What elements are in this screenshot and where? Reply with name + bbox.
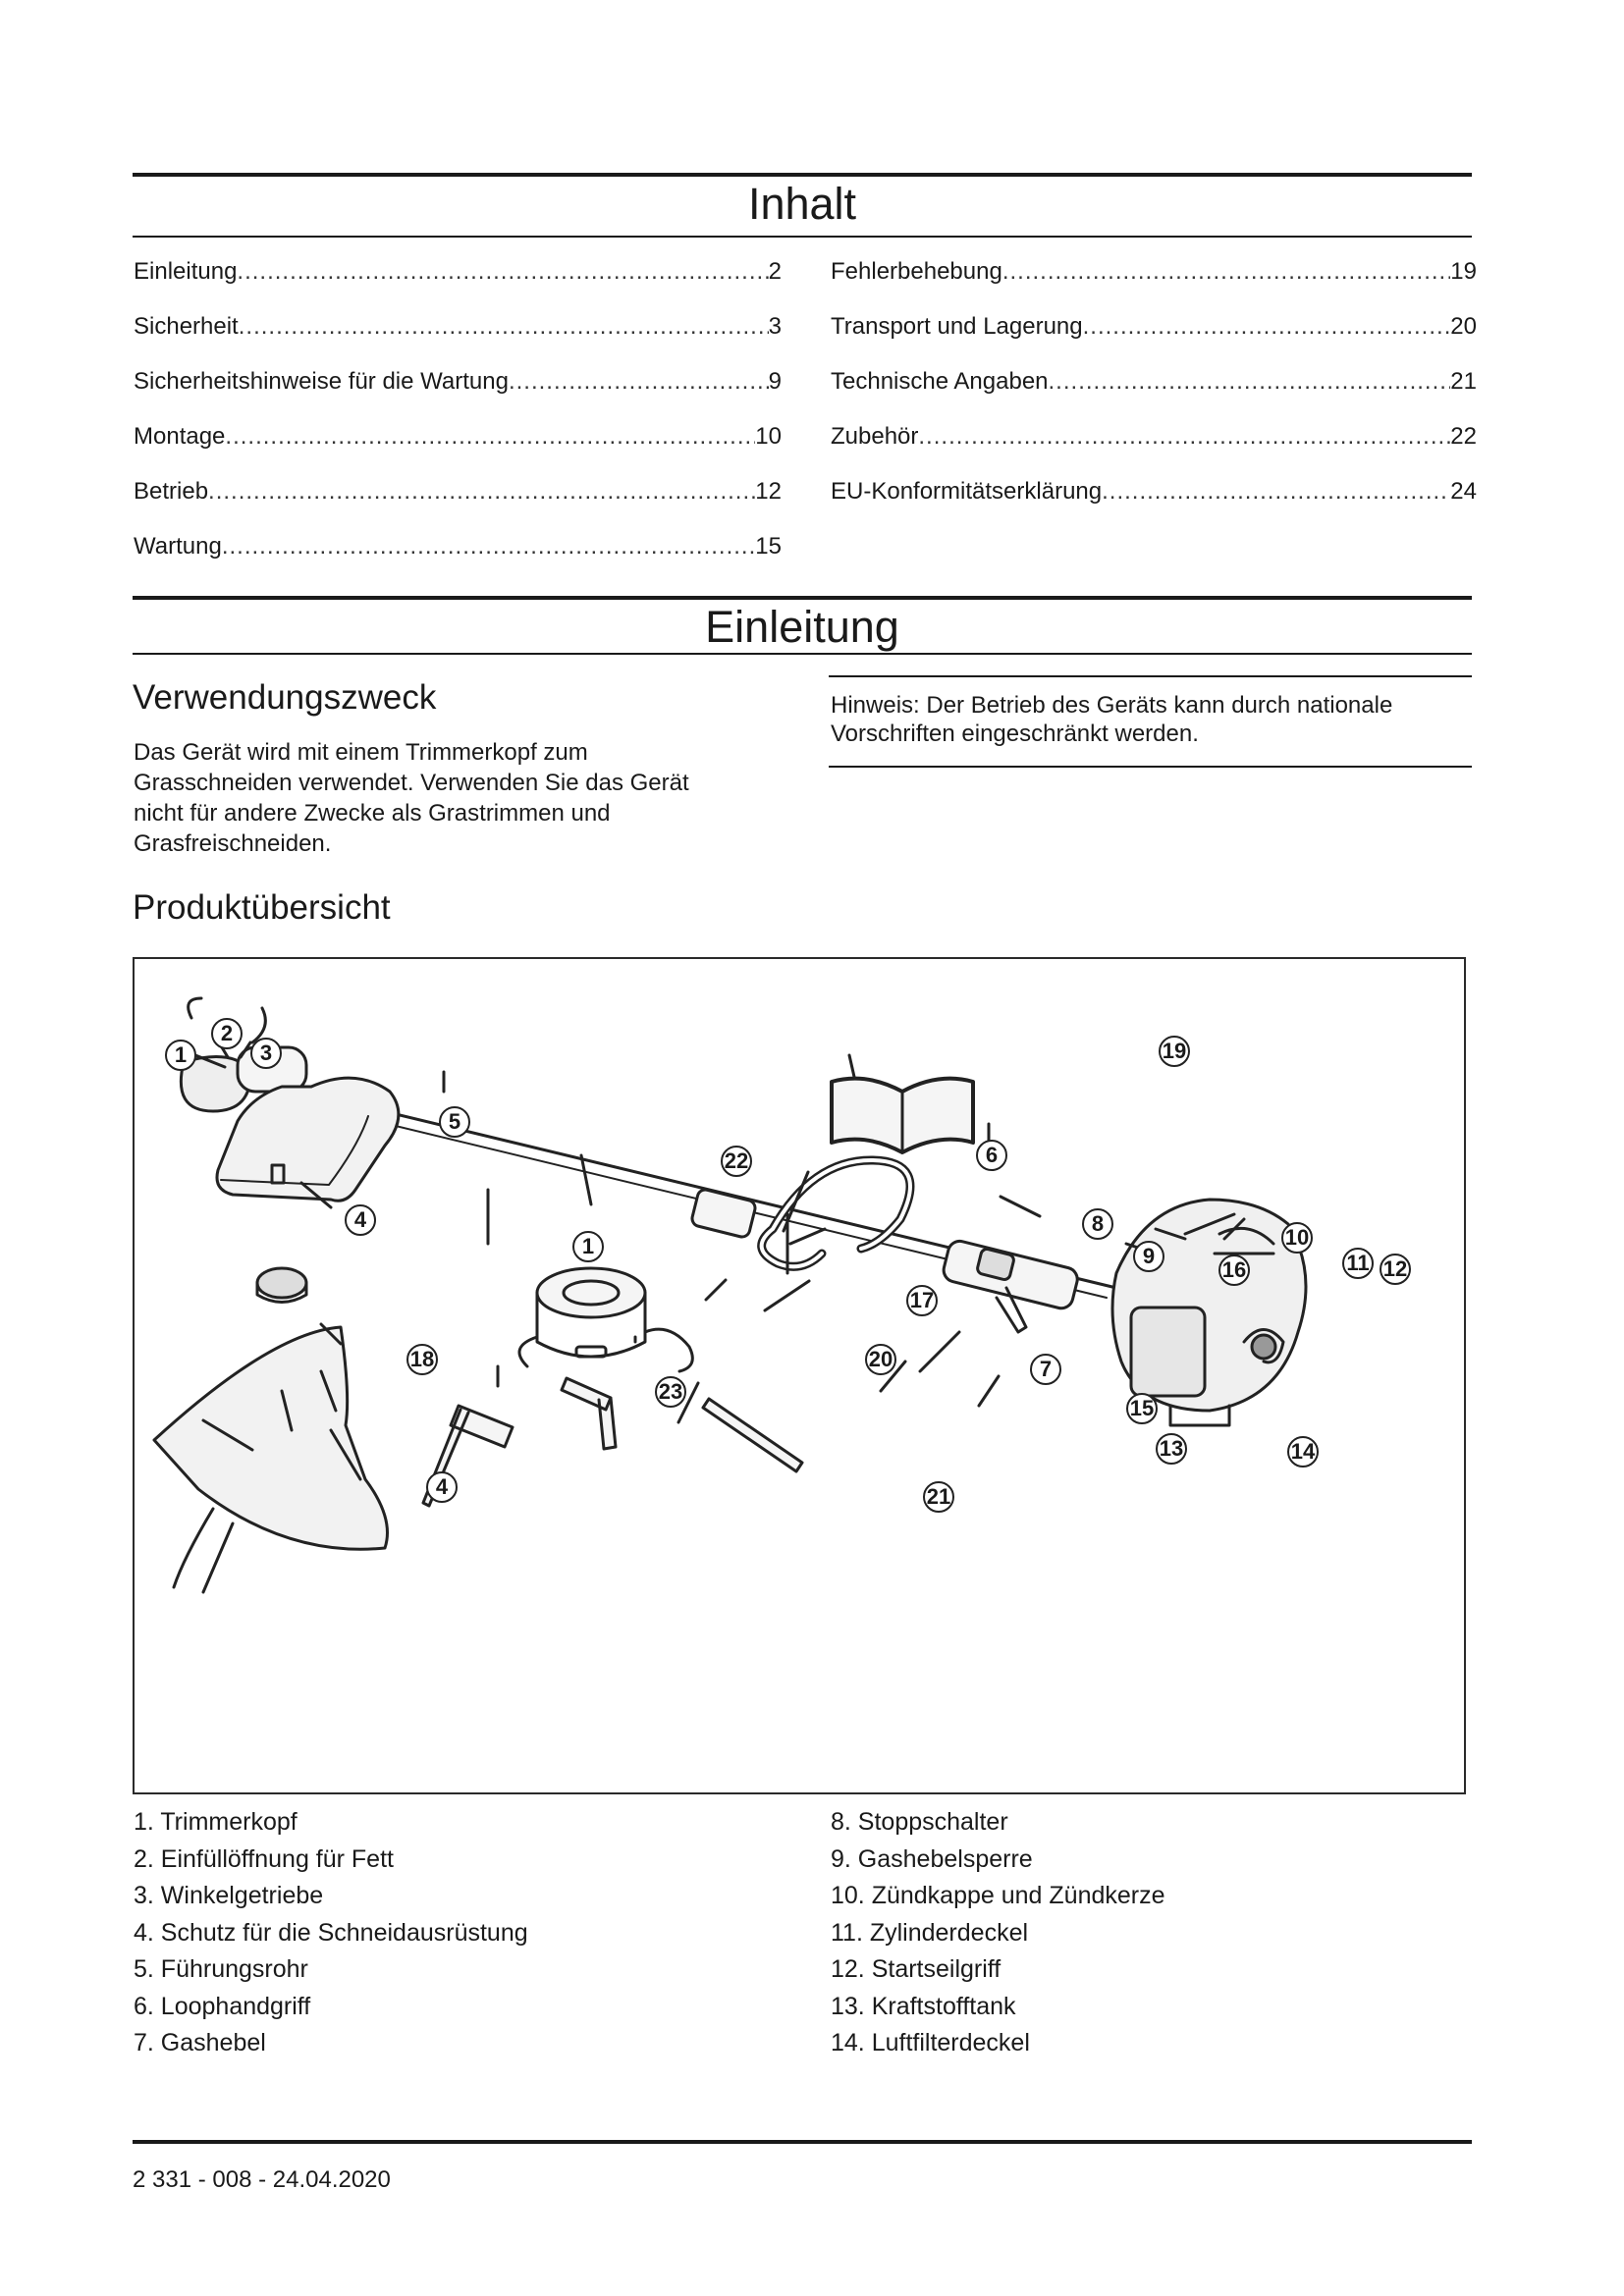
- legend-item: 14. Luftfilterdeckel: [831, 2029, 1030, 2056]
- legend-item: 1. Trimmerkopf: [134, 1808, 298, 1836]
- note-box: Hinweis: Der Betrieb des Geräts kann durch nationale Vorschriften eingeschränkt werden.: [831, 692, 1393, 747]
- callout-badge: 17: [906, 1285, 938, 1316]
- callout-badge: 3: [250, 1038, 282, 1069]
- toc-entry[interactable]: Wartung ..... 15: [134, 533, 782, 561]
- toc-entry[interactable]: Sicherheitshinweise für die Wartung ..... 9: [134, 368, 782, 396]
- rod-tool-drawing: [703, 1399, 802, 1471]
- callout-badge: 7: [1030, 1354, 1061, 1385]
- legend-item: 3. Winkelgetriebe: [134, 1882, 324, 1909]
- toc-entry[interactable]: Betrieb ..... 12: [134, 478, 782, 506]
- callout-badge: 21: [923, 1481, 954, 1513]
- note-label: Hinweis:: [831, 692, 920, 719]
- legend-item: 6. Loophandgriff: [134, 1992, 311, 2020]
- callout-badge: 11: [1342, 1248, 1374, 1279]
- usage-heading: Verwendungszweck: [133, 678, 437, 717]
- legend-item: 10. Zündkappe und Zündkerze: [831, 1882, 1165, 1909]
- contents-title: Inhalt: [747, 179, 857, 229]
- callout-badge: 12: [1380, 1254, 1411, 1285]
- callout-badge: 19: [1159, 1036, 1190, 1067]
- toc-entry[interactable]: Fehlerbehebung ..... 19: [831, 258, 1477, 286]
- legend-item: 13. Kraftstofftank: [831, 1992, 1016, 2020]
- callout-badge: 8: [1082, 1208, 1113, 1240]
- callout-badge: 14: [1287, 1436, 1319, 1468]
- callout-badge: 2: [211, 1018, 243, 1049]
- legend-item: 7. Gashebel: [134, 2029, 266, 2056]
- contents-bottom-rule: [133, 236, 1472, 238]
- toc-entry[interactable]: Transport und Lagerung ..... 20: [831, 313, 1477, 341]
- product-overview-figure: [133, 957, 1466, 1794]
- callout-badge: 23: [655, 1376, 686, 1408]
- coupling-drawing: [690, 1188, 756, 1238]
- legend-item: 5. Führungsrohr: [134, 1955, 308, 1983]
- note-bottom-rule: [829, 766, 1472, 768]
- trimmer-illustration: [135, 959, 1464, 1792]
- toc-entry[interactable]: Einleitung ..... 2: [134, 258, 782, 286]
- legend-item: 12. Startseilgriff: [831, 1955, 1001, 1983]
- overview-heading: Produktübersicht: [133, 888, 391, 927]
- usage-paragraph: Das Gerät wird mit einem Trimmerkopf zum Grasschneiden verwendet. Verwenden Sie das Gerät nicht für andere Zwecke als Grastrimmen und Grasfreischneiden.: [134, 739, 689, 857]
- callout-badge: 16: [1218, 1255, 1250, 1286]
- document-code: 2 331 - 008 - 24.04.2020: [133, 2166, 391, 2193]
- callout-badge: 18: [406, 1344, 438, 1375]
- legend-item: 8. Stoppschalter: [831, 1808, 1008, 1836]
- callout-badge: 13: [1156, 1433, 1187, 1465]
- contents-top-rule: [133, 173, 1472, 177]
- toc-entry[interactable]: Zubehör ..... 22: [831, 423, 1477, 451]
- legend-item: 2. Einfüllöffnung für Fett: [134, 1844, 394, 1873]
- toc-entry[interactable]: Technische Angaben ..... 21: [831, 368, 1477, 396]
- spare-guard-drawing: [154, 1327, 388, 1592]
- legend-left: [134, 1804, 528, 2062]
- legend-right: [831, 1804, 1165, 2062]
- callout-badge: 6: [976, 1140, 1007, 1171]
- intro-top-rule: [133, 596, 1472, 600]
- callout-badge: 15: [1126, 1393, 1158, 1424]
- spare-trimmer-head-drawing: [519, 1268, 692, 1371]
- callout-badge: 5: [439, 1106, 470, 1138]
- callout-badge: 20: [865, 1344, 896, 1375]
- engine-drawing: [1112, 1200, 1306, 1425]
- callout-badge: 4: [426, 1471, 458, 1503]
- legend-item: 11. Zylinderdeckel: [831, 1918, 1029, 1947]
- intro-bottom-rule: [133, 653, 1472, 655]
- manual-drawing: [832, 1079, 973, 1152]
- legend-item: 4. Schutz für die Schneidausrüstung: [134, 1918, 528, 1947]
- toc-entry[interactable]: Sicherheit ..... 3: [134, 313, 782, 341]
- hub-drawing: [257, 1268, 306, 1298]
- note-top-rule: [829, 675, 1472, 677]
- callout-badge: 22: [721, 1146, 752, 1177]
- hex-key-drawing: [562, 1378, 616, 1449]
- intro-title: Einleitung: [705, 602, 899, 652]
- toc-entry[interactable]: Montage ..... 10: [134, 423, 782, 451]
- rear-handle-drawing: [942, 1239, 1080, 1332]
- footer-rule: [133, 2140, 1472, 2144]
- callout-badge: 1: [572, 1231, 604, 1262]
- callout-badge: 10: [1281, 1222, 1313, 1254]
- legend-item: 9. Gashebelsperre: [831, 1844, 1033, 1873]
- callout-badge: 1: [165, 1040, 196, 1071]
- callout-badge: 9: [1133, 1241, 1164, 1272]
- callout-badge: 4: [345, 1204, 376, 1236]
- toc-entry[interactable]: EU-Konformitätserklärung ..... 24: [831, 478, 1477, 506]
